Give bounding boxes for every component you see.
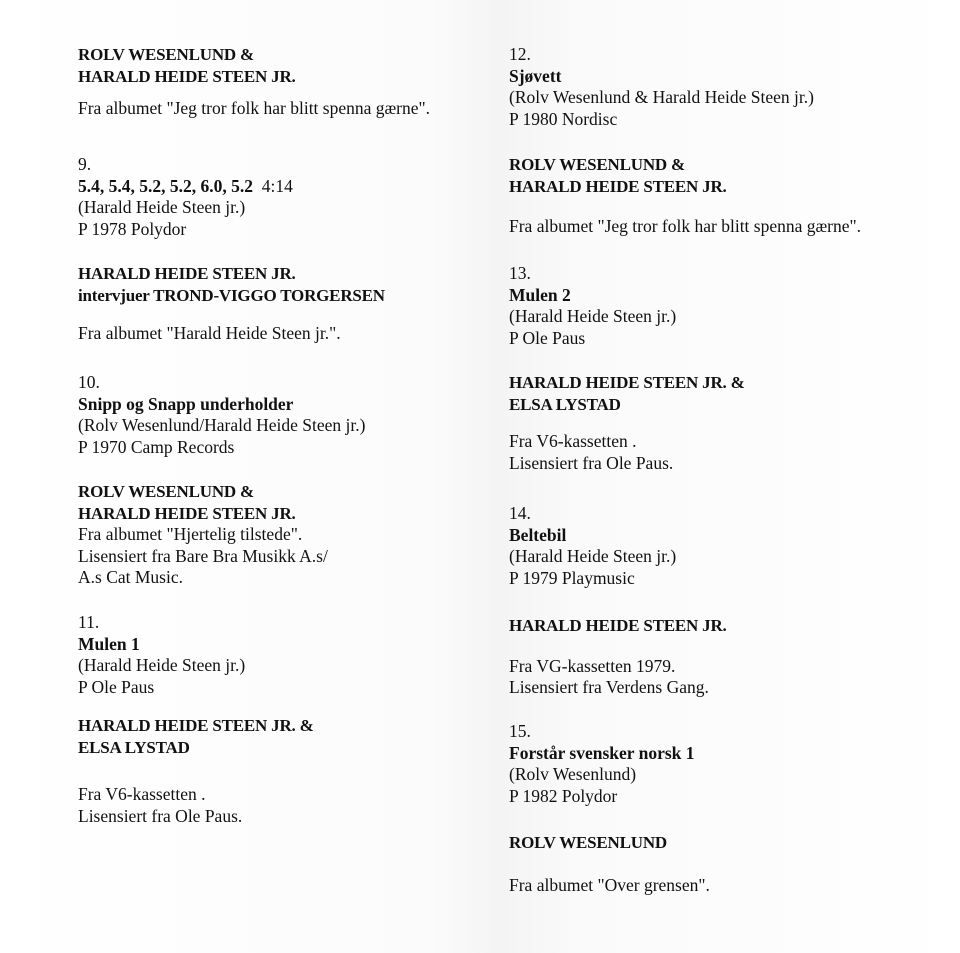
performer-line: ELSA LYSTAD bbox=[509, 394, 621, 414]
performer-line: HARALD HEIDE STEEN JR. bbox=[78, 264, 296, 283]
track-title: Sjøvett bbox=[509, 65, 562, 86]
performer-line: HARALD HEIDE STEEN JR. bbox=[509, 176, 727, 196]
source-line: Lisensiert fra Ole Paus. bbox=[78, 805, 243, 826]
performer-line: HARALD HEIDE STEEN JR. bbox=[509, 616, 727, 635]
track-block bbox=[509, 263, 676, 349]
track-title: 5.4, 5.4, 5.2, 5.2, 6.0, 5.2 bbox=[78, 175, 253, 196]
performer-line: ROLV WESENLUND & bbox=[78, 482, 254, 501]
track-block bbox=[509, 44, 814, 130]
track-publisher: P Ole Paus bbox=[78, 676, 155, 697]
track-credit: (Rolv Wesenlund/Harald Heide Steen jr.) bbox=[78, 415, 366, 435]
track-block bbox=[509, 721, 695, 807]
performer-line: ROLV WESENLUND & bbox=[509, 155, 685, 174]
performer-line: HARALD HEIDE STEEN JR. bbox=[78, 503, 296, 523]
source-line: Fra V6-kassetten . bbox=[78, 784, 206, 804]
source-line: Fra VG-kassetten 1979. bbox=[509, 655, 676, 676]
track-number: 14. bbox=[509, 503, 531, 523]
track-block bbox=[78, 154, 293, 240]
source-line: Fra albumet "Hjertelig tilstede". bbox=[78, 524, 303, 544]
credit-block bbox=[78, 715, 314, 827]
credit-block bbox=[78, 481, 328, 589]
credit-block bbox=[509, 832, 710, 896]
track-title: Beltebil bbox=[509, 524, 567, 545]
track-credit: (Harald Heide Steen jr.) bbox=[78, 197, 246, 217]
track-title: Mulen 2 bbox=[509, 284, 571, 305]
track-publisher: P 1970 Camp Records bbox=[78, 436, 235, 457]
credit-block bbox=[509, 372, 745, 474]
source-line: Lisensiert fra Bare Bra Musikk A.s/ bbox=[78, 545, 328, 566]
track-number: 15. bbox=[509, 721, 531, 741]
track-publisher: P 1980 Nordisc bbox=[509, 108, 618, 129]
source-line: A.s Cat Music. bbox=[78, 567, 183, 587]
performer-line: intervjuer TROND-VIGGO TORGERSEN bbox=[78, 285, 385, 305]
track-block bbox=[509, 503, 676, 589]
source-line: Lisensiert fra Verdens Gang. bbox=[509, 677, 709, 697]
track-credit: (Rolv Wesenlund & Harald Heide Steen jr.) bbox=[509, 87, 814, 107]
credit-block bbox=[78, 263, 385, 345]
track-number: 10. bbox=[78, 372, 100, 392]
source-line: Fra V6-kassetten . bbox=[509, 431, 637, 451]
track-title: Forstår svensker norsk 1 bbox=[509, 742, 695, 763]
source-line: Lisensiert fra Ole Paus. bbox=[509, 452, 674, 473]
performer-line: HARALD HEIDE STEEN JR. & bbox=[78, 716, 314, 735]
track-number: 12. bbox=[509, 44, 531, 64]
credit-block bbox=[509, 154, 861, 238]
track-publisher: P 1979 Playmusic bbox=[509, 567, 635, 588]
track-credit: (Harald Heide Steen jr.) bbox=[509, 306, 677, 326]
track-title: Snipp og Snapp underholder bbox=[78, 393, 294, 414]
track-credit: (Harald Heide Steen jr.) bbox=[509, 546, 677, 566]
track-publisher: P 1982 Polydor bbox=[509, 785, 618, 806]
track-credit: (Harald Heide Steen jr.) bbox=[78, 655, 246, 675]
track-number: 9. bbox=[78, 154, 92, 174]
source-line: Fra albumet "Harald Heide Steen jr.". bbox=[78, 323, 341, 343]
track-block bbox=[78, 612, 245, 698]
source-line: Fra albumet "Jeg tror folk har blitt spenna gærne". bbox=[509, 216, 862, 236]
credit-block bbox=[78, 44, 430, 120]
track-publisher: P Ole Paus bbox=[509, 327, 586, 348]
track-number: 13. bbox=[509, 263, 531, 283]
performer-line: HARALD HEIDE STEEN JR. & bbox=[509, 373, 745, 392]
performer-line: ROLV WESENLUND & bbox=[78, 45, 254, 64]
track-publisher: P 1978 Polydor bbox=[78, 218, 187, 239]
track-block bbox=[78, 372, 365, 458]
track-number: 11. bbox=[78, 612, 100, 632]
track-duration: 4:14 bbox=[261, 175, 293, 196]
performer-line: HARALD HEIDE STEEN JR. bbox=[78, 66, 296, 86]
performer-line: ELSA LYSTAD bbox=[78, 737, 190, 757]
credit-block bbox=[509, 615, 727, 699]
track-credit: (Rolv Wesenlund) bbox=[509, 764, 637, 784]
performer-line: ROLV WESENLUND bbox=[509, 833, 667, 852]
track-title: Mulen 1 bbox=[78, 633, 140, 654]
source-line: Fra albumet "Jeg tror folk har blitt spenna gærne". bbox=[78, 98, 431, 118]
source-line: Fra albumet "Over grensen". bbox=[509, 874, 710, 895]
